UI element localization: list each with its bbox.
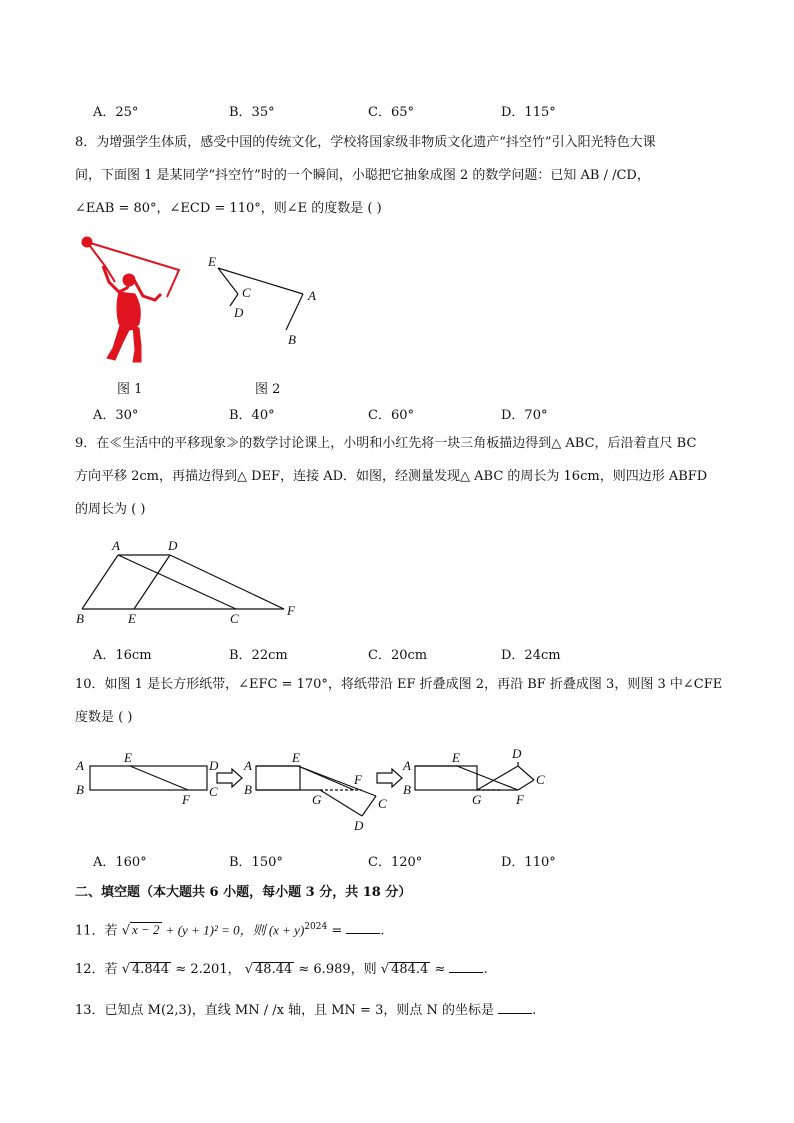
- label-a: A: [403, 758, 411, 773]
- q9-line-3: 的周长为 ( ): [75, 502, 146, 517]
- label-e: E: [128, 611, 136, 626]
- label-b: B: [403, 782, 411, 797]
- label-f: F: [516, 792, 524, 807]
- label-d: D: [168, 538, 178, 553]
- sqrt-icon: √: [121, 923, 130, 939]
- q12-value-2: ≈ 6.989，则: [298, 962, 377, 977]
- label-e: E: [292, 750, 300, 765]
- q13-text: 13．已知点 M(2,3)，直线 MN / /x 轴，且 MN = 3，则点 N 的坐标是: [75, 1003, 494, 1018]
- q12-answer-blank[interactable]: [449, 960, 483, 973]
- q11-suffix: =: [331, 923, 343, 939]
- q11-answer-blank[interactable]: [346, 921, 380, 934]
- q11-line: [75, 918, 385, 940]
- q12-radicand-3: 484.4: [391, 962, 429, 977]
- section-2-heading: 二、填空题（本大题共 6 小题，每小题 3 分，共 18 分）: [75, 885, 412, 900]
- q10-option-c[interactable]: C．120°: [368, 855, 423, 870]
- q11-radicand: x − 2: [131, 922, 160, 938]
- sqrt-icon: √: [244, 962, 254, 977]
- q12-radicand-1: 4.844: [131, 962, 170, 977]
- label-a: A: [308, 288, 316, 303]
- q7-option-a[interactable]: A．25°: [93, 105, 139, 120]
- q12-value-3: ≈: [434, 962, 446, 977]
- q13-end: .: [532, 1003, 537, 1018]
- q7-option-d[interactable]: D．115°: [501, 105, 556, 120]
- sqrt-icon: √: [380, 962, 390, 977]
- q10-line-1: 10．如图 1 是长方形纸带，∠EFC = 170°，将纸带沿 EF 折叠成图 2，再沿 BF 折叠成图 3，则图 3 中∠CFE: [75, 677, 723, 692]
- q12-prefix: 12．若: [75, 962, 118, 977]
- kongzhu-figure-1: [75, 232, 195, 372]
- q13-line: [75, 1001, 536, 1020]
- q9-line-1: 9．在≪生活中的平移现象≫的数学讨论课上，小明和小红先将一块三角板描边得到△ ABC，后沿着直尺 BC: [75, 436, 697, 451]
- label-c: C: [536, 772, 545, 787]
- q9-option-c[interactable]: C．20cm: [368, 648, 428, 663]
- geometry-figure-2: [200, 250, 330, 350]
- q11-power: 2024: [304, 922, 328, 932]
- label-e: E: [124, 750, 132, 765]
- label-f: F: [287, 603, 295, 618]
- q12-line: [75, 960, 488, 979]
- q10-option-b[interactable]: B．150°: [229, 855, 283, 870]
- translation-figure: [72, 535, 312, 630]
- label-a: A: [112, 538, 120, 553]
- q12-end: .: [483, 962, 488, 977]
- q9-line-2: 方向平移 2cm，再描边得到△ DEF，连接 AD．如图，经测量发现△ ABC 的周长为 16cm，则四边形 ABFD: [75, 469, 708, 484]
- label-d: D: [354, 818, 364, 833]
- q9-option-a[interactable]: A．16cm: [93, 648, 152, 663]
- q10-option-d[interactable]: D．110°: [501, 855, 556, 870]
- label-d: D: [234, 305, 244, 320]
- q9-option-d[interactable]: D．24cm: [501, 648, 561, 663]
- q11-end: .: [380, 923, 385, 939]
- q8-option-a[interactable]: A．30°: [93, 408, 139, 423]
- q8-line-2: 间，下面图 1 是某同学“抖空竹”时的一个瞬间，小聪把它抽象成图 2 的数学问题：已知 AB / /CD，: [75, 168, 650, 183]
- label-d: D: [512, 746, 522, 761]
- label-g: G: [472, 792, 482, 807]
- q8-option-d[interactable]: D．70°: [501, 408, 548, 423]
- label-f: F: [354, 772, 362, 787]
- figure-2-caption: 图 2: [255, 382, 281, 397]
- label-f: F: [182, 792, 190, 807]
- label-c: C: [378, 796, 387, 811]
- q11-middle: + (y + 1)² = 0，则 (x + y): [165, 922, 305, 938]
- label-c: C: [209, 784, 218, 799]
- q8-option-b[interactable]: B．40°: [229, 408, 275, 423]
- q11-prefix: 11．若: [75, 923, 118, 939]
- q12-radicand-2: 48.44: [255, 962, 293, 977]
- label-b: B: [76, 611, 84, 626]
- label-c: C: [242, 285, 251, 300]
- q10-line-2: 度数是 ( ): [75, 710, 133, 725]
- label-e: E: [208, 254, 216, 269]
- label-b: B: [288, 332, 296, 347]
- label-b: B: [244, 782, 252, 797]
- label-b: B: [76, 782, 84, 797]
- label-g: G: [312, 792, 322, 807]
- label-a: A: [244, 758, 252, 773]
- label-a: A: [76, 758, 84, 773]
- q7-option-c[interactable]: C．65°: [368, 105, 414, 120]
- q8-option-c[interactable]: C．60°: [368, 408, 414, 423]
- q9-option-b[interactable]: B．22cm: [229, 648, 288, 663]
- q8-line-1: 8．为增强学生体质，感受中国的传统文化，学校将国家级非物质文化遗产“抖空竹”引入阳光特色大课: [75, 135, 656, 150]
- q13-answer-blank[interactable]: [498, 1001, 532, 1014]
- q12-value-1: ≈ 2.201，: [175, 962, 241, 977]
- q8-line-3: ∠EAB = 80°，∠ECD = 110°，则∠E 的度数是 ( ): [75, 201, 382, 216]
- q7-option-b[interactable]: B．35°: [229, 105, 275, 120]
- sqrt-icon: √: [121, 962, 130, 977]
- label-e: E: [452, 750, 460, 765]
- q10-option-a[interactable]: A．160°: [93, 855, 147, 870]
- folding-figures: [72, 742, 562, 837]
- label-c: C: [230, 611, 239, 626]
- figure-1-caption: 图 1: [117, 382, 143, 397]
- label-d: D: [209, 758, 219, 773]
